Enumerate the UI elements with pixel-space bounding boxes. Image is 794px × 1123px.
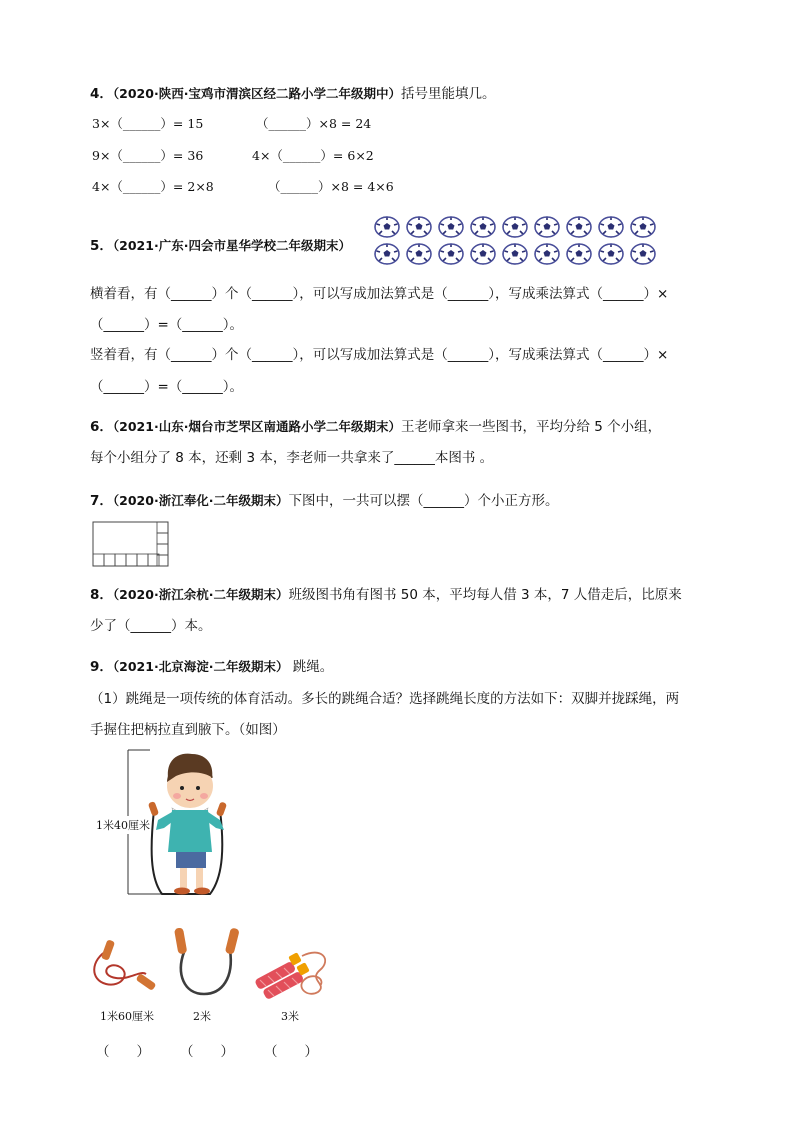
answer-blank[interactable]: （ ） <box>180 1044 234 1060</box>
equation: 4×（______）= 2×8 <box>92 179 214 194</box>
question-source: （2021·北京海淀·二年级期末） <box>112 659 289 674</box>
question-9-sub1-line-2: 手握住把柄拉直到腋下。（如图） <box>90 722 286 738</box>
soccer-ball-icon <box>566 243 592 265</box>
equation: （______）×8 = 4×6 <box>268 179 394 194</box>
rope-label: 1米60厘米 <box>100 1010 154 1023</box>
question-number: 4． <box>90 86 113 102</box>
question-source: （2020·浙江奉化·二年级期末） <box>112 493 289 508</box>
rope-medium-icon <box>170 926 246 1000</box>
soccer-ball-icon <box>598 243 624 265</box>
question-4-header <box>90 82 495 102</box>
question-source: （2021·广东·四会市星华学校二年级期末） <box>112 238 351 253</box>
question-source: （2020·陕西·宝鸡市渭滨区经二路小学二年级期中） <box>112 86 401 101</box>
question-8-header <box>90 583 682 603</box>
rope-label: 3米 <box>281 1010 299 1023</box>
soccer-ball-icon <box>470 216 496 238</box>
height-label: 1米40厘米 <box>96 816 150 834</box>
soccer-ball-icon <box>502 216 528 238</box>
question-9-header <box>90 655 333 675</box>
question-stem: 下图中，一共可以摆（______）个小正方形。 <box>288 493 559 509</box>
soccer-ball-icon <box>374 216 400 238</box>
soccer-ball-icon <box>598 216 624 238</box>
question-5-line-3: 竖着看，有（______）个（______），可以写成加法算式是（______），写成乘法算式（______）× <box>90 347 669 363</box>
soccer-ball-icon <box>438 243 464 265</box>
question-number: 7． <box>90 493 113 509</box>
question-5-line-1: 横着看，有（______）个（______），可以写成加法算式是（______），写成乘法算式（______）× <box>90 286 669 302</box>
question-stem: 括号里能填几。 <box>400 86 496 102</box>
soccer-ball-icon <box>630 216 656 238</box>
soccer-ball-icon <box>534 216 560 238</box>
soccer-ball-icon <box>406 216 432 238</box>
question-number: 9． <box>90 659 113 675</box>
question-stem: 王老师拿来一些图书，平均分给 5 个小组， <box>400 419 662 435</box>
question-number: 8． <box>90 587 113 603</box>
question-7-header <box>90 489 558 509</box>
soccer-ball-icon <box>406 243 432 265</box>
question-source: （2021·山东·烟台市芝罘区南通路小学二年级期末） <box>112 419 401 434</box>
question-6-line-2: 每个小组分了 8 本，还剩 3 本，李老师一共拿来了______本图书 。 <box>90 450 494 466</box>
question-5-line-4: （______）=（______）。 <box>90 379 244 395</box>
question-8-line-2: 少了（______）本。 <box>90 618 212 634</box>
question-stem: 跳绳。 <box>292 659 334 675</box>
square-frame-figure <box>92 521 170 567</box>
equation: 3×（______）= 15 <box>92 116 204 131</box>
soccer-ball-icon <box>438 216 464 238</box>
soccer-ball-icon <box>534 243 560 265</box>
rope-long-icon <box>250 940 334 1000</box>
question-source: （2020·浙江余杭·二年级期末） <box>112 587 289 602</box>
soccer-ball-row-1 <box>374 216 656 238</box>
answer-blank[interactable]: （ ） <box>96 1044 150 1060</box>
soccer-ball-icon <box>566 216 592 238</box>
question-9-sub1-line-1: （1）跳绳是一项传统的体育活动。多长的跳绳合适？选择跳绳长度的方法如下：双脚并拢踩绳，两 <box>90 691 680 707</box>
question-stem: 班级图书角有图书 50 本，平均每人借 3 本，7 人借走后，比原来 <box>288 587 682 603</box>
question-number: 6． <box>90 419 113 435</box>
soccer-ball-icon <box>470 243 496 265</box>
rope-label: 2米 <box>193 1010 211 1023</box>
equation: （______）×8 = 24 <box>256 116 372 131</box>
question-5-line-2: （______）=（______）。 <box>90 317 244 333</box>
equation: 9×（______）= 36 <box>92 148 204 163</box>
question-6-header <box>90 415 661 435</box>
question-5-header <box>90 234 351 254</box>
soccer-ball-icon <box>630 243 656 265</box>
soccer-ball-icon <box>502 243 528 265</box>
rope-short-icon <box>88 936 160 998</box>
soccer-ball-row-2 <box>374 243 656 265</box>
equation: 4×（______）= 6×2 <box>252 148 374 163</box>
answer-blank[interactable]: （ ） <box>264 1044 318 1060</box>
question-number: 5． <box>90 238 113 254</box>
soccer-ball-icon <box>374 243 400 265</box>
